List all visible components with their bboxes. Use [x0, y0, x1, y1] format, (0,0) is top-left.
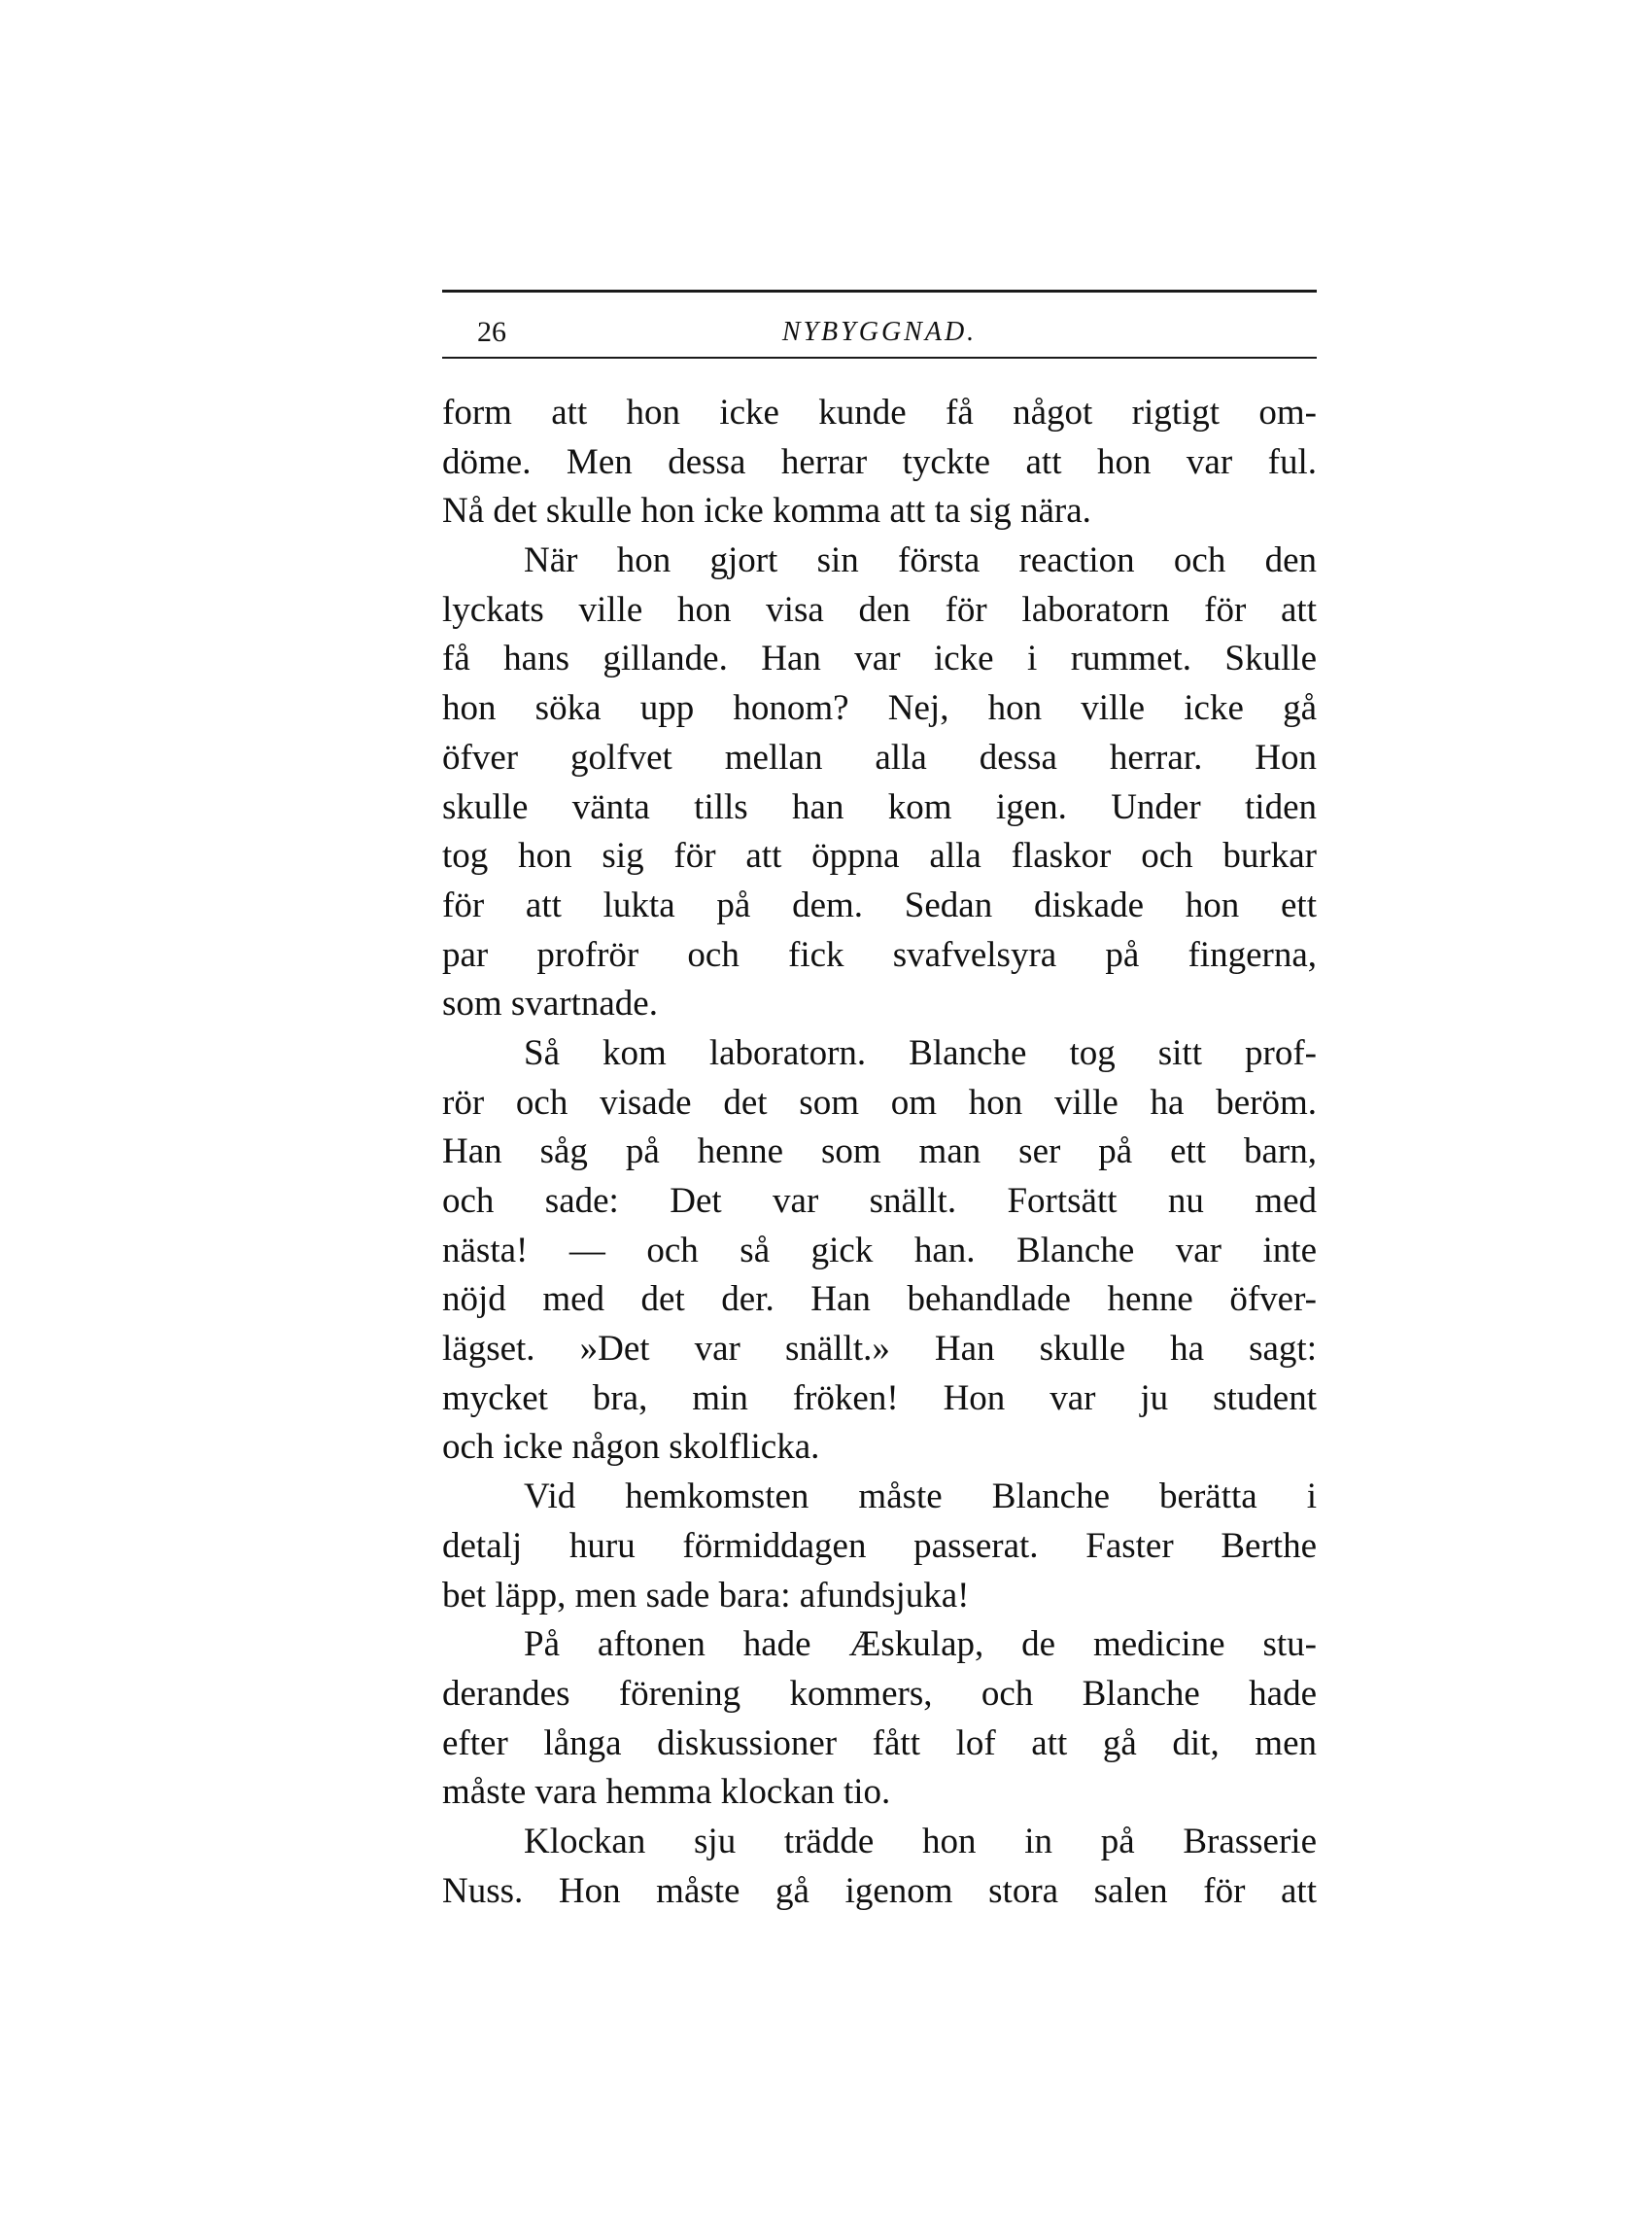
running-header: [442, 309, 1317, 356]
text-line: tog hon sig för att öppna alla flaskor och burkar: [442, 836, 1317, 877]
text-line: öfver golfvet mellan alla dessa herrar. Hon: [442, 737, 1317, 778]
text-line: När hon gjort sin första reaction och den: [524, 540, 1317, 581]
text-line: detalj huru förmiddagen passerat. Faster Berthe: [442, 1525, 1317, 1566]
text-line: döme. Men dessa herrar tyckte att hon var ful.: [442, 441, 1317, 482]
text-line: rör och visade det som om hon ville ha beröm.: [442, 1082, 1317, 1123]
text-line: och icke någon skolflicka.: [442, 1427, 820, 1468]
text-line: få hans gillande. Han var icke i rummet. Skulle: [442, 639, 1317, 679]
text-line: för att lukta på dem. Sedan diskade hon ett: [442, 885, 1317, 925]
text-line: Vid hemkomsten måste Blanche berätta i: [524, 1477, 1317, 1517]
text-line: måste vara hemma klockan tio.: [442, 1772, 891, 1813]
header-bottom-rule: [442, 357, 1317, 359]
text-line: På aftonen hade Æskulap, de medicine stu-: [524, 1624, 1317, 1665]
text-line: Nuss. Hon måste gå igenom stora salen för att: [442, 1870, 1317, 1911]
text-line: lägset. »Det var snällt.» Han skulle ha sagt:: [442, 1329, 1317, 1370]
text-line: skulle vänta tills han kom igen. Under tiden: [442, 786, 1317, 827]
text-line: mycket bra, min fröken! Hon var ju student: [442, 1377, 1317, 1418]
text-line: Klockan sju trädde hon in på Brasserie: [524, 1821, 1317, 1861]
text-line: Nå det skulle hon icke komma att ta sig nära.: [442, 491, 1091, 532]
text-line: lyckats ville hon visa den för laboratorn för att: [442, 589, 1317, 630]
text-line: hon söka upp honom? Nej, hon ville icke gå: [442, 688, 1317, 729]
text-line: par profrör och fick svafvelsyra på fingerna,: [442, 934, 1317, 975]
text-line: efter långa diskussioner fått lof att gå dit, men: [442, 1722, 1317, 1763]
text-line: Han såg på henne som man ser på ett barn,: [442, 1131, 1317, 1172]
text-line: nästa! — och så gick han. Blanche var inte: [442, 1230, 1317, 1270]
header-top-rule: [442, 290, 1317, 293]
text-line: bet läpp, men sade bara: afundsjuka!: [442, 1575, 970, 1616]
page-number: 26: [477, 316, 506, 348]
running-title: NYBYGGNAD.: [781, 317, 978, 347]
text-line: Så kom laboratorn. Blanche tog sitt prof-: [524, 1032, 1317, 1073]
text-line: och sade: Det var snällt. Fortsätt nu med: [442, 1181, 1317, 1221]
body-text: [442, 389, 1317, 1916]
text-line: som svartnade.: [442, 984, 658, 1025]
text-line: form att hon icke kunde få något rigtigt om-: [442, 393, 1317, 433]
text-line: nöjd med det der. Han behandlade henne öfver-: [442, 1279, 1317, 1320]
text-line: derandes förening kommers, och Blanche hade: [442, 1673, 1317, 1714]
